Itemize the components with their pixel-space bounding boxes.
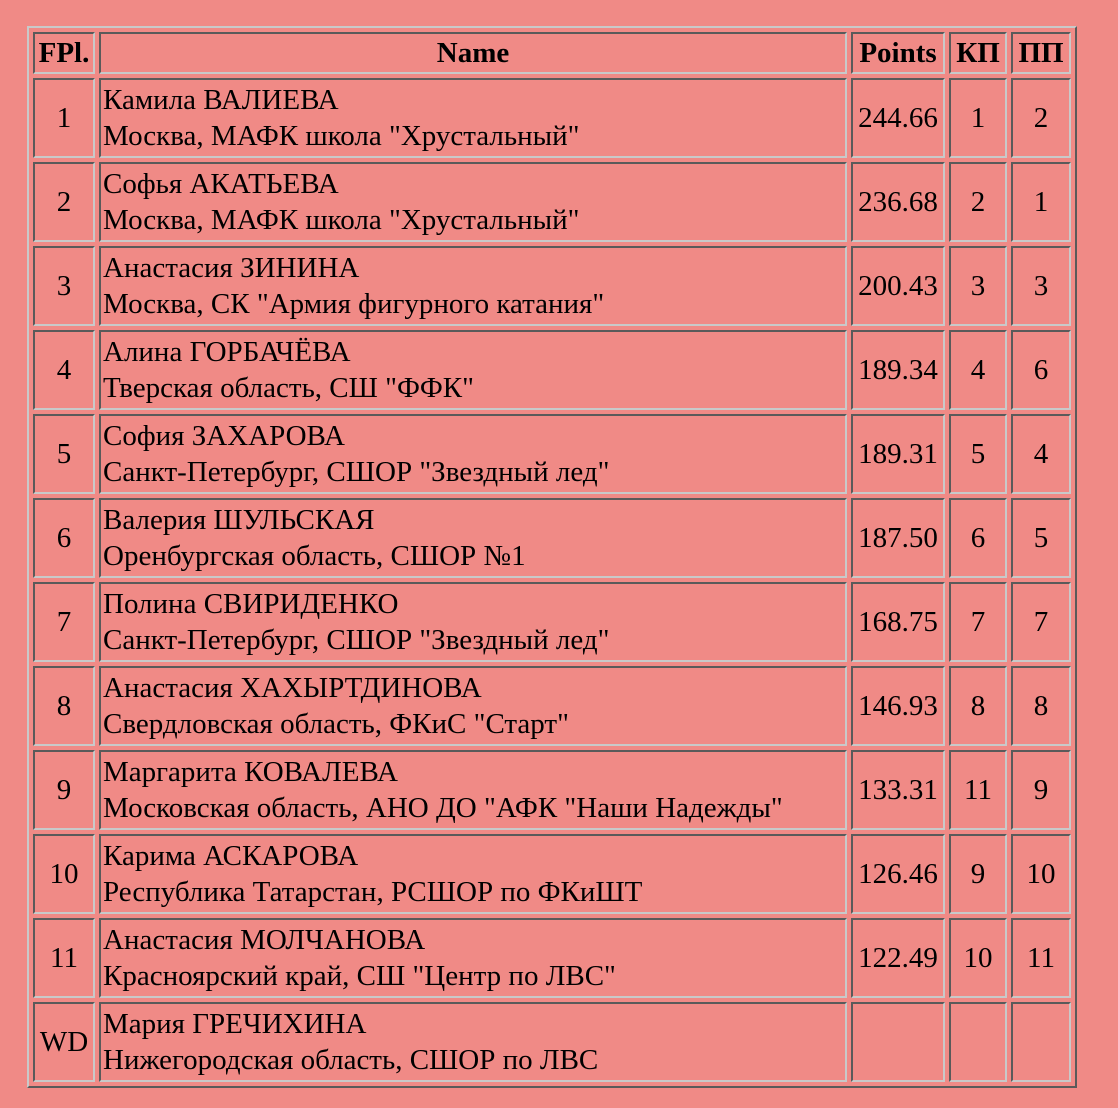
name-cell [99, 414, 847, 494]
header-name: Name [99, 32, 847, 74]
name-cell [99, 78, 847, 158]
points-cell: 133.31 [851, 750, 945, 830]
place-cell: 6 [33, 498, 95, 578]
points-cell: 146.93 [851, 666, 945, 746]
place-cell: 2 [33, 162, 95, 242]
header-row [33, 32, 1071, 74]
skater-name: Маргарита КОВАЛЕВА [103, 756, 398, 788]
skater-name: Анастасия МОЛЧАНОВА [103, 924, 426, 956]
points-cell: 200.43 [851, 246, 945, 326]
skater-name: Софья АКАТЬЕВА [103, 168, 339, 200]
free-program-rank: 7 [1011, 582, 1071, 662]
short-program-rank: 3 [949, 246, 1007, 326]
name-cell [99, 666, 847, 746]
name-cell [99, 330, 847, 410]
short-program-rank: 9 [949, 834, 1007, 914]
skater-name: Мария ГРЕЧИХИНА [103, 1008, 367, 1040]
skater-club: Красноярский край, СШ "Центр по ЛВС" [103, 960, 616, 992]
skater-name: Валерия ШУЛЬСКАЯ [103, 504, 375, 536]
header-place: FPl. [33, 32, 95, 74]
points-cell: 187.50 [851, 498, 945, 578]
short-program-rank: 8 [949, 666, 1007, 746]
table-row [33, 330, 1071, 410]
free-program-rank: 2 [1011, 78, 1071, 158]
skater-club: Оренбургская область, СШОР №1 [103, 540, 526, 572]
name-cell [99, 162, 847, 242]
free-program-rank: 9 [1011, 750, 1071, 830]
free-program-rank: 3 [1011, 246, 1071, 326]
free-program-rank: 10 [1011, 834, 1071, 914]
skater-club: Республика Татарстан, РСШОР по ФКиШТ [103, 876, 643, 908]
short-program-rank: 5 [949, 414, 1007, 494]
name-cell [99, 750, 847, 830]
short-program-rank: 7 [949, 582, 1007, 662]
skater-name: Алина ГОРБАЧЁВА [103, 336, 351, 368]
name-cell [99, 1002, 847, 1082]
free-program-rank: 1 [1011, 162, 1071, 242]
place-cell: 5 [33, 414, 95, 494]
points-cell: 244.66 [851, 78, 945, 158]
name-cell [99, 498, 847, 578]
table-row [33, 1002, 1071, 1082]
name-cell [99, 582, 847, 662]
skater-club: Москва, МАФК школа "Хрустальный" [103, 120, 580, 152]
points-cell: 189.34 [851, 330, 945, 410]
skater-club: Санкт-Петербург, СШОР "Звездный лед" [103, 624, 610, 656]
short-program-rank: 6 [949, 498, 1007, 578]
place-cell: 8 [33, 666, 95, 746]
skater-name: Анастасия ЗИНИНА [103, 252, 360, 284]
header-short-program: КП [949, 32, 1007, 74]
table-row [33, 414, 1071, 494]
points-cell: 236.68 [851, 162, 945, 242]
place-cell: 10 [33, 834, 95, 914]
skater-name: Карима АСКАРОВА [103, 840, 359, 872]
table-row [33, 918, 1071, 998]
place-cell: 4 [33, 330, 95, 410]
points-cell: 126.46 [851, 834, 945, 914]
table-row [33, 246, 1071, 326]
table-row [33, 666, 1071, 746]
header-free-program: ПП [1011, 32, 1071, 74]
skater-club: Санкт-Петербург, СШОР "Звездный лед" [103, 456, 610, 488]
table-row [33, 498, 1071, 578]
table-row [33, 750, 1071, 830]
name-cell [99, 246, 847, 326]
short-program-rank: 2 [949, 162, 1007, 242]
points-cell: 189.31 [851, 414, 945, 494]
short-program-rank: 11 [949, 750, 1007, 830]
place-cell: 1 [33, 78, 95, 158]
place-cell: 7 [33, 582, 95, 662]
free-program-rank [1011, 1002, 1071, 1082]
results-table [27, 26, 1077, 1088]
table-row [33, 162, 1071, 242]
points-cell: 168.75 [851, 582, 945, 662]
results-body [33, 78, 1071, 1082]
short-program-rank: 4 [949, 330, 1007, 410]
short-program-rank [949, 1002, 1007, 1082]
skater-name: Анастасия ХАХЫРТДИНОВА [103, 672, 482, 704]
skater-club: Тверская область, СШ "ФФК" [103, 372, 474, 404]
skater-club: Московская область, АНО ДО "АФК "Наши Надежды" [103, 792, 783, 824]
skater-club: Нижегородская область, СШОР по ЛВС [103, 1044, 599, 1076]
table-row [33, 582, 1071, 662]
skater-club: Москва, СК "Армия фигурного катания" [103, 288, 605, 320]
skater-name: Камила ВАЛИЕВА [103, 84, 339, 116]
skater-name: София ЗАХАРОВА [103, 420, 345, 452]
skater-club: Москва, МАФК школа "Хрустальный" [103, 204, 580, 236]
free-program-rank: 11 [1011, 918, 1071, 998]
place-cell: 9 [33, 750, 95, 830]
table-row [33, 834, 1071, 914]
place-cell: 11 [33, 918, 95, 998]
points-cell [851, 1002, 945, 1082]
free-program-rank: 5 [1011, 498, 1071, 578]
table-row [33, 78, 1071, 158]
name-cell [99, 918, 847, 998]
free-program-rank: 8 [1011, 666, 1071, 746]
place-cell: WD [33, 1002, 95, 1082]
short-program-rank: 10 [949, 918, 1007, 998]
header-points: Points [851, 32, 945, 74]
points-cell: 122.49 [851, 918, 945, 998]
short-program-rank: 1 [949, 78, 1007, 158]
skater-name: Полина СВИРИДЕНКО [103, 588, 399, 620]
free-program-rank: 4 [1011, 414, 1071, 494]
place-cell: 3 [33, 246, 95, 326]
free-program-rank: 6 [1011, 330, 1071, 410]
name-cell [99, 834, 847, 914]
skater-club: Свердловская область, ФКиС "Старт" [103, 708, 569, 740]
